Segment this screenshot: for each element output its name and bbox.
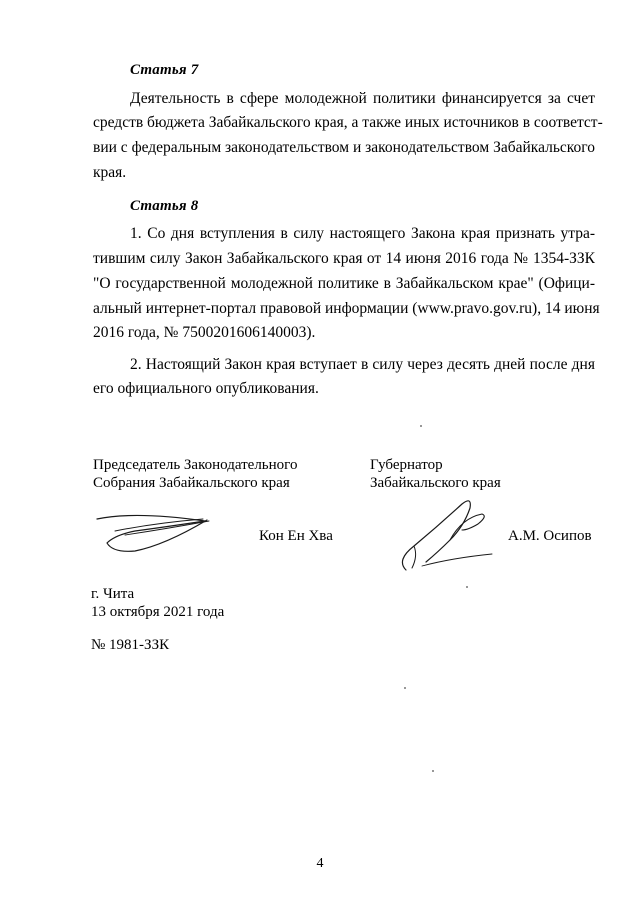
- scan-speck: [404, 687, 406, 689]
- article-8-line-5: 2016 года, № 7500201606140003).: [93, 324, 316, 341]
- left-signatory-title-2: Собрания Забайкальского края: [93, 475, 290, 491]
- article-7-heading: Статья 7: [130, 62, 199, 78]
- left-signature-icon: [95, 505, 215, 560]
- article-8-line-4: альный интернет-портал правовой информации (www.pravo.gov.ru), 14 июня: [93, 300, 600, 317]
- article-7-line-2: средств бюджета Забайкальского края, а также иных источников в соответст-: [93, 114, 603, 131]
- article-8-line-3: "О государственной молодежной политике в Забайкальском крае" (Офици-: [93, 275, 595, 292]
- scan-speck: [432, 770, 434, 772]
- article-7-line-4: края.: [93, 164, 127, 181]
- right-signatory-name: А.М. Осипов: [508, 528, 592, 544]
- date: 13 октября 2021 года: [91, 604, 225, 620]
- page-number: 4: [316, 856, 324, 871]
- scan-speck: [466, 586, 468, 588]
- article-8-line-6: 2. Настоящий Закон края вступает в силу через десять дней после дня: [130, 356, 595, 373]
- place: г. Чита: [91, 586, 135, 602]
- law-number: № 1981-ЗЗК: [91, 637, 170, 653]
- article-8-line-2: тившим силу Закон Забайкальского края от 14 июня 2016 года № 1354-ЗЗК: [93, 250, 595, 267]
- left-signatory-title-1: Председатель Законодательного: [93, 457, 298, 473]
- article-7-line-3: вии с федеральным законодательством и законодательством Забайкальского: [93, 139, 595, 156]
- right-signatory-title-2: Забайкальского края: [370, 475, 501, 491]
- right-signatory-title-1: Губернатор: [370, 457, 443, 473]
- right-signature-icon: [392, 496, 502, 576]
- article-8-line-1: 1. Со дня вступления в силу настоящего Закона края признать утра-: [130, 225, 595, 242]
- article-7-line-1: Деятельность в сфере молодежной политики финансируется за счет: [130, 90, 595, 107]
- article-8-line-7: его официального опубликования.: [93, 380, 319, 397]
- left-signatory-name: Кон Ен Хва: [259, 528, 333, 544]
- article-8-heading: Статья 8: [130, 198, 199, 214]
- scan-speck: [420, 425, 422, 427]
